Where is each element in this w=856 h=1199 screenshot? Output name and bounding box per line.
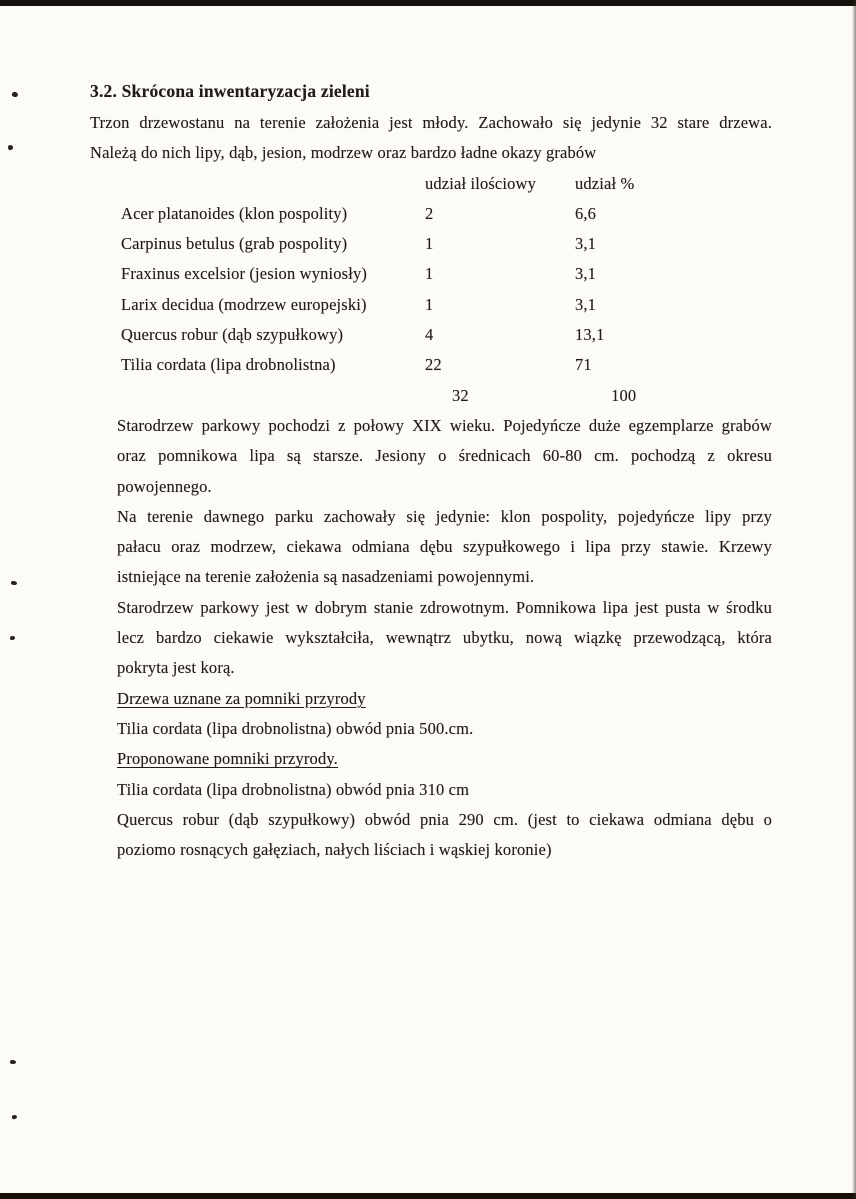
table-header-row	[90, 169, 772, 199]
qty-column-header: udział ilościowy	[425, 173, 537, 193]
text-line: poziomo rosnących gałęziach, nałych liściach i wąskiej koronie)	[117, 840, 552, 860]
species-name: Quercus robur (dąb szypułkowy)	[121, 325, 344, 345]
species-name: Fraxinus excelsior (jesion wyniosły)	[121, 264, 367, 284]
table-totals-row	[90, 381, 772, 411]
table-row	[90, 199, 772, 229]
scan-speck	[11, 91, 18, 97]
intro-paragraph	[90, 108, 772, 169]
species-pct: 71	[575, 355, 592, 375]
scan-artifact-bottom-bar	[0, 1193, 856, 1199]
species-pct: 13,1	[575, 325, 605, 345]
proposed-monument-item: Tilia cordata (lipa drobnolistna) obwód pnia 310 cm	[117, 779, 470, 799]
species-name: Larix decidua (modrzew europejski)	[121, 294, 367, 314]
monuments-item: Tilia cordata (lipa drobnolistna) obwód pnia 500.cm.	[117, 718, 474, 738]
species-qty: 22	[425, 355, 442, 375]
table-row	[90, 290, 772, 320]
scan-speck	[10, 1060, 16, 1065]
species-pct: 3,1	[575, 234, 597, 254]
text-line: lecz bardzo ciekawie wykształciła, wewnątrz ubytku, nową wiązkę przewodzącą, która	[117, 628, 772, 648]
species-name: Carpinus betulus (grab pospolity)	[121, 234, 348, 254]
text-line: Należą do nich lipy, dąb, jesion, modrzew oraz bardzo ładne okazy grabów	[90, 143, 597, 163]
text-line: powojennego.	[117, 476, 212, 496]
pct-column-header: udział %	[575, 173, 635, 193]
scan-artifact-right-edge	[852, 0, 856, 1199]
text-line: Quercus robur (dąb szypułkowy) obwód pnia 290 cm. (jest to ciekawa odmiana dębu o	[117, 809, 772, 829]
text-line: Trzon drzewostanu na terenie założenia jest młody. Zachowało się jedynie 32 stare drzewa.	[90, 113, 772, 132]
species-qty: 4	[425, 325, 434, 345]
text-line: istniejące na terenie założenia są nasadzeniami powojennymi.	[117, 567, 535, 587]
paragraph-health-state	[117, 593, 772, 684]
monuments-heading: Drzewa uznane za pomniki przyrody	[117, 688, 366, 708]
table-row	[90, 320, 772, 350]
text-line: oraz pomnikowa lipa są starsze. Jesiony o średnicach 60-80 cm. pochodzą z okresu	[117, 446, 772, 466]
species-qty: 2	[425, 203, 434, 223]
scan-artifact-top-bar	[0, 0, 856, 6]
text-line: Starodrzew parkowy jest w dobrym stanie zdrowotnym. Pomnikowa lipa jest pusta w środku	[117, 597, 772, 617]
paragraph-stand-age	[117, 411, 772, 502]
scan-speck	[7, 144, 13, 150]
species-qty: 1	[425, 294, 434, 314]
total-qty: 32	[452, 385, 469, 405]
species-pct: 3,1	[575, 294, 597, 314]
scan-speck	[10, 636, 16, 641]
species-name: Acer platanoides (klon pospolity)	[121, 203, 348, 223]
text-line: pokryta jest korą.	[117, 658, 235, 678]
species-qty: 1	[425, 234, 434, 254]
proposed-monuments-heading: Proponowane pomniki przyrody.	[117, 749, 338, 769]
table-row	[90, 229, 772, 259]
species-name: Tilia cordata (lipa drobnolistna)	[121, 355, 336, 375]
table-row	[90, 350, 772, 380]
paragraph-remaining-trees	[117, 502, 772, 593]
text-line: Starodrzew parkowy pochodzi z połowy XIX wieku. Pojedyńcze duże egzemplarze grabów	[117, 415, 772, 435]
text-line: pałacu oraz modrzew, ciekawa odmiana dębu szypułkowego i lipa przy stawie. Krzewy	[117, 537, 772, 557]
scan-speck	[11, 581, 17, 586]
total-pct: 100	[611, 385, 637, 405]
table-row	[90, 259, 772, 289]
text-line: Na terenie dawnego parku zachowały się jedynie: klon pospolity, pojedyńcze lipy przy	[117, 506, 772, 526]
species-share-table	[90, 169, 772, 411]
proposed-monument-item-oak	[117, 805, 772, 866]
species-pct: 6,6	[575, 203, 597, 223]
species-qty: 1	[425, 264, 434, 284]
species-column-spacer	[121, 169, 425, 199]
scan-speck	[12, 1115, 18, 1120]
species-pct: 3,1	[575, 264, 597, 284]
section-heading: 3.2. Skrócona inwentaryzacja zieleni	[90, 81, 370, 101]
document-content	[90, 74, 772, 865]
